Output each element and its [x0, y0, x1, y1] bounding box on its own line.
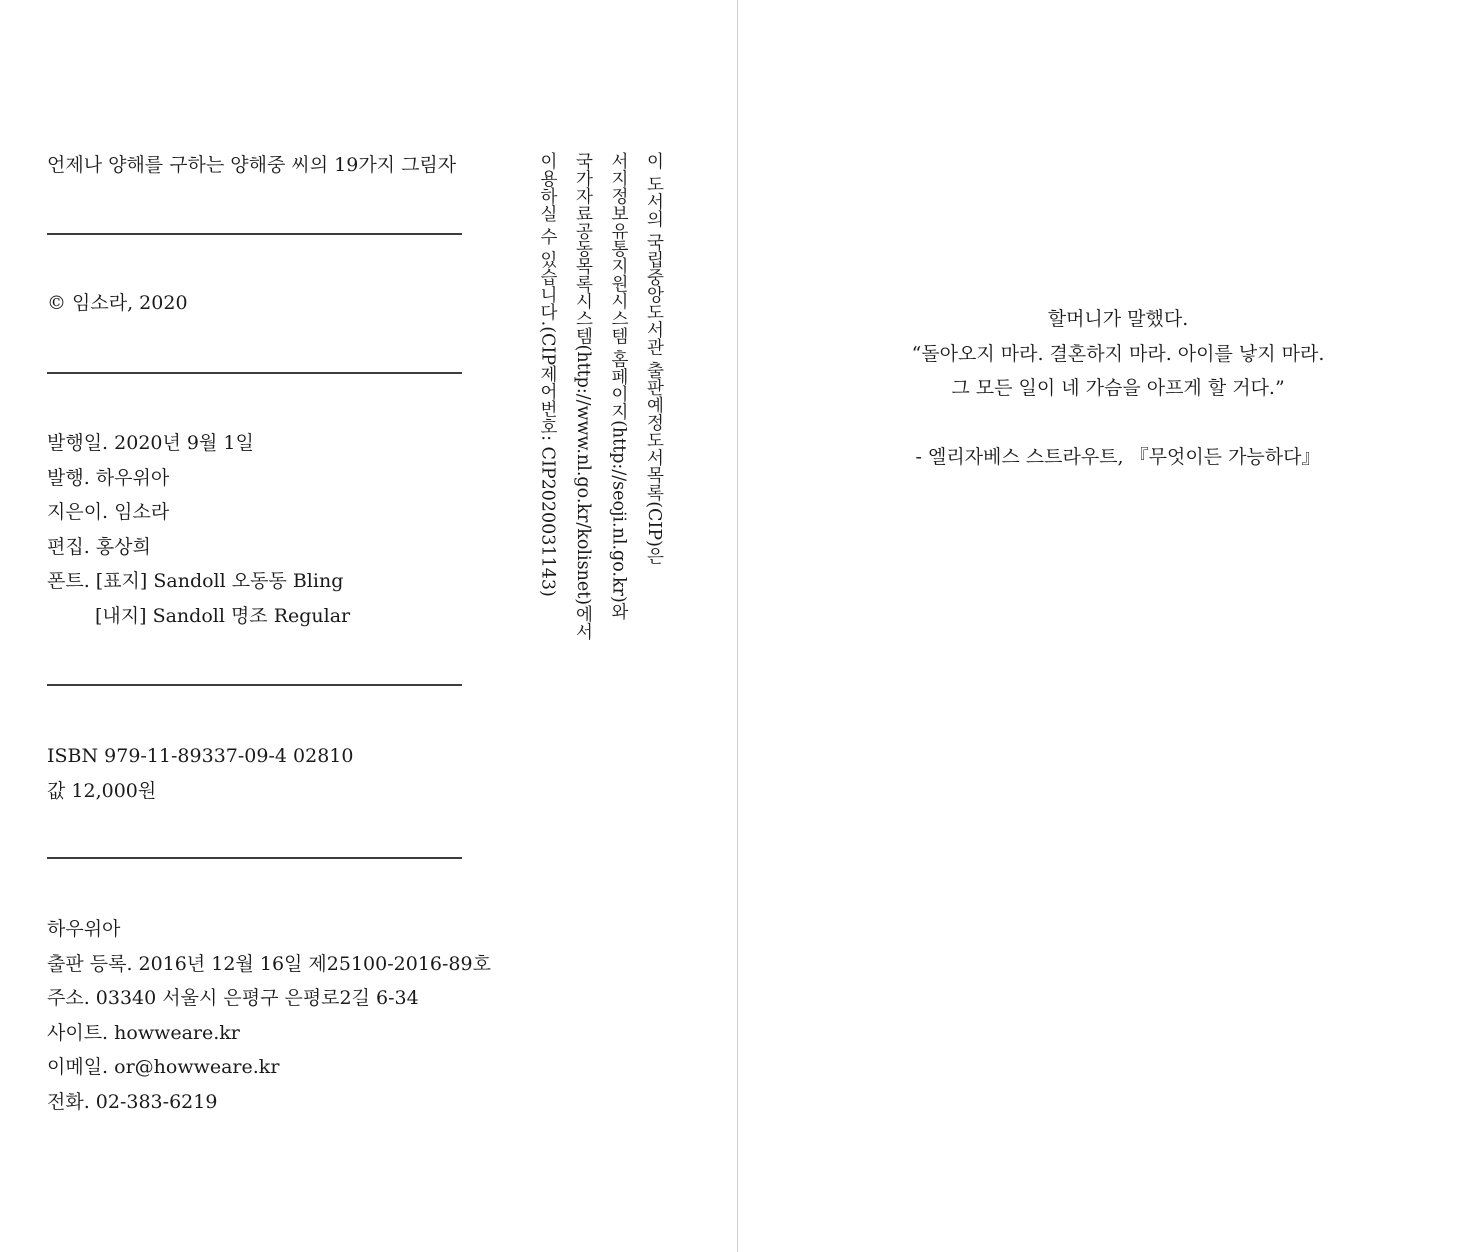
publisher-info-block	[47, 912, 491, 1120]
author-credit: 지은이. 임소라	[47, 501, 170, 524]
email: 이메일. or@howweare.kr	[47, 1056, 280, 1079]
divider-line	[47, 857, 462, 859]
publisher-credit: 발행. 하우위아	[47, 466, 170, 489]
cip-line: 이용하실 수 있습니다.(CIP제어번호: CIP2020031143)	[537, 152, 558, 597]
quote-line: 할머니가 말했다.	[1047, 308, 1189, 330]
right-page	[738, 0, 1478, 1252]
credits-block	[47, 426, 350, 634]
font-credit-body: [내지] Sandoll 명조 Regular	[95, 604, 351, 627]
quote-line: “돌아오지 마라. 결혼하지 마라. 아이를 낳지 마라.	[911, 342, 1325, 365]
quote-attribution: - 엘리자베스 스트라우트, 『무엇이든 가능하다』	[915, 445, 1321, 468]
copyright-line: © 임소라, 2020	[47, 292, 188, 314]
editor-credit: 편집. 홍상희	[47, 535, 151, 558]
cip-notice	[529, 152, 671, 641]
cip-line: 서지정보유통지원시스템 홈페이지(http://seoji.nl.go.kr)와	[608, 152, 629, 621]
left-page	[0, 0, 737, 1252]
isbn-block	[47, 739, 353, 808]
divider-line	[47, 372, 462, 374]
publish-date: 발행일. 2020년 9월 1일	[47, 432, 254, 454]
phone: 전화. 02-383-6219	[47, 1090, 218, 1113]
cip-line: 이 도서의 국립중앙도서관 출판예정도서목록(CIP)은	[644, 152, 664, 565]
book-title: 언제나 양해를 구하는 양해중 씨의 19가지 그림자	[47, 154, 457, 176]
address: 주소. 03340 서울시 은평구 은평로2길 6-34	[47, 987, 419, 1010]
isbn: ISBN 979-11-89337-09-4 02810	[47, 745, 354, 767]
divider-line	[47, 684, 462, 686]
registration: 출판 등록. 2016년 12월 16일 제25100-2016-89호	[47, 952, 491, 975]
divider-line	[47, 233, 462, 235]
quote-line: 그 모든 일이 네 가슴을 아프게 할 거다.”	[951, 377, 1285, 400]
website: 사이트. howweare.kr	[47, 1021, 240, 1044]
cip-line: 국가자료공동목록시스템(http://www.nl.go.kr/kolisnet)에서	[573, 152, 593, 641]
publisher-name: 하우위아	[47, 918, 121, 940]
epigraph	[898, 302, 1338, 474]
font-credit-cover: 폰트. [표지] Sandoll 오동동 Bling	[47, 570, 344, 593]
price: 값 12,000원	[47, 779, 157, 802]
